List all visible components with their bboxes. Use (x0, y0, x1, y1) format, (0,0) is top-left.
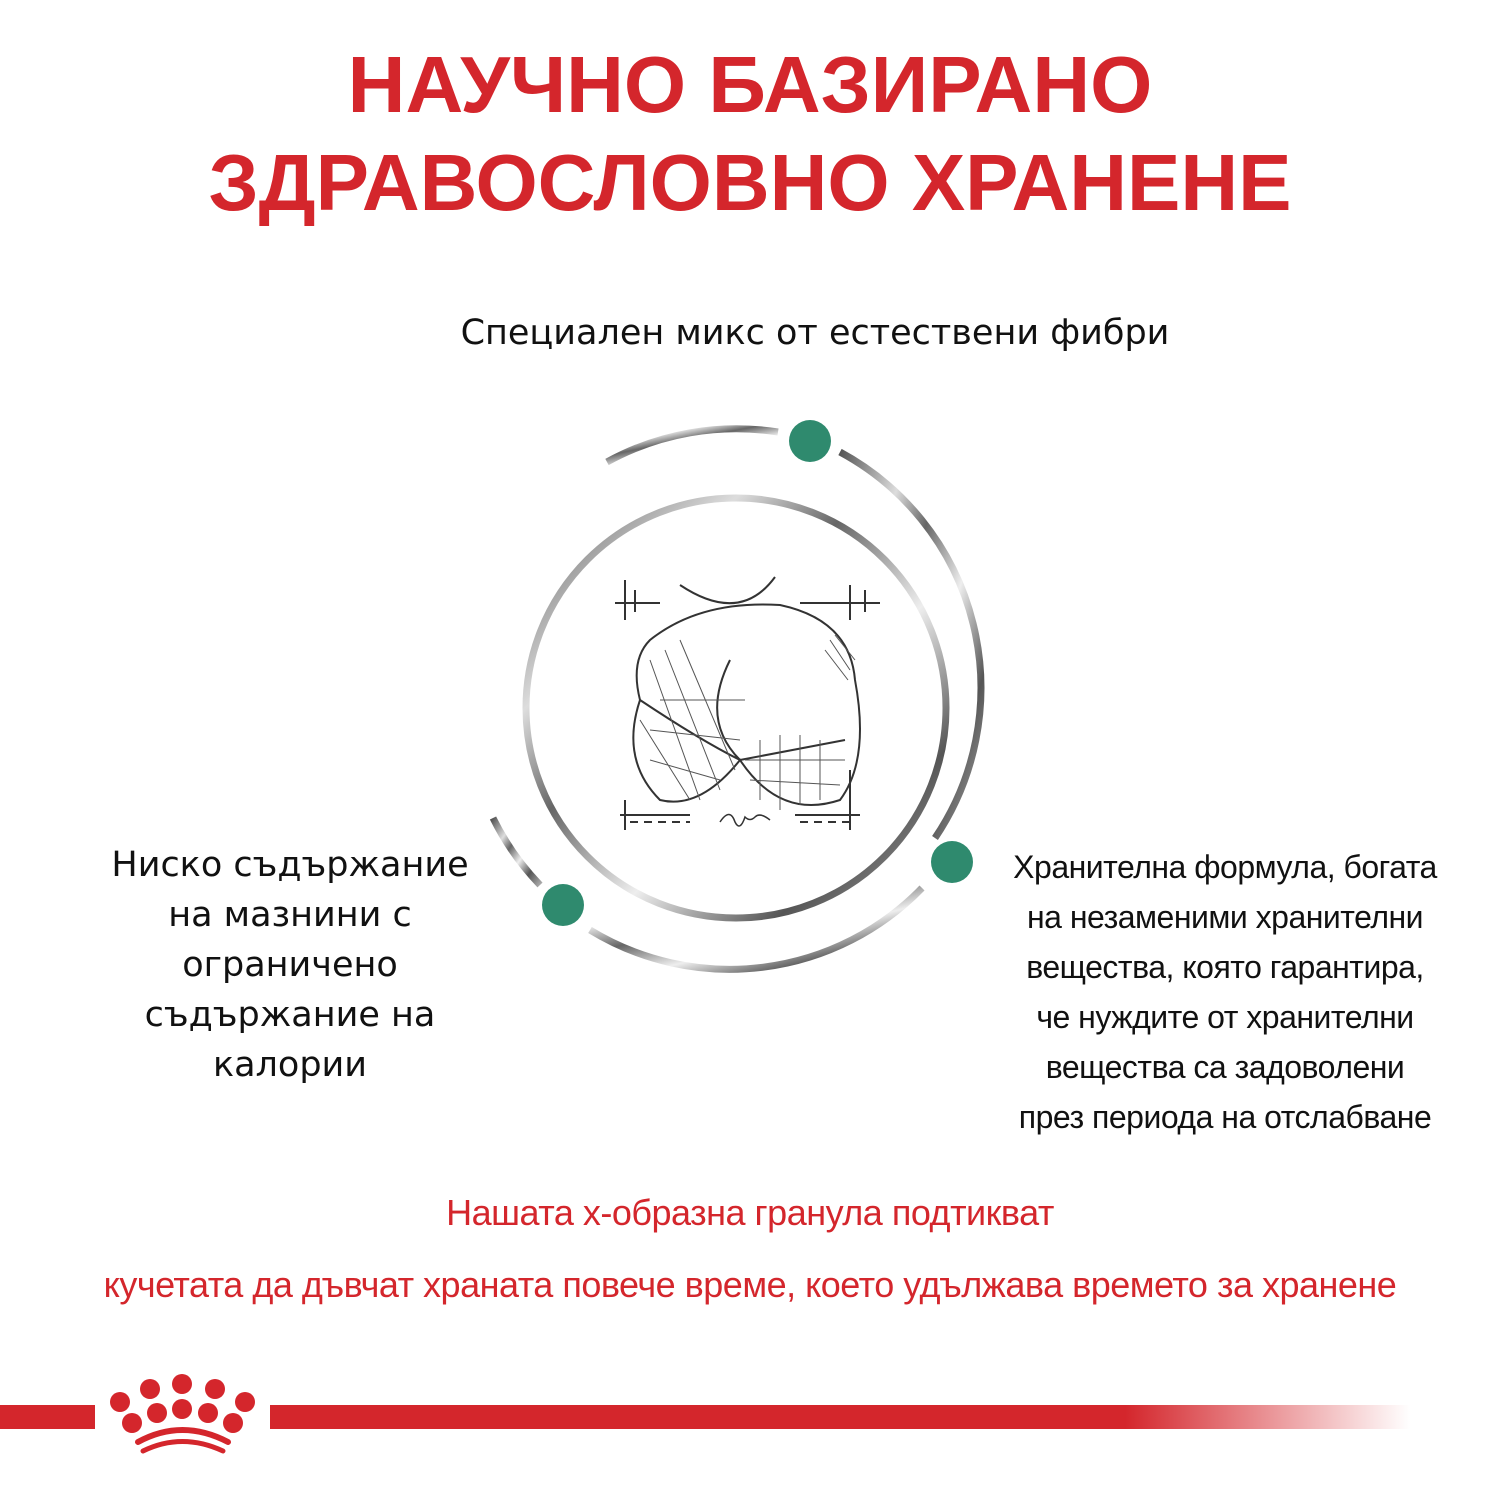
feature-nutrient-line: през периода на отслабване (1018, 1099, 1432, 1135)
headline-line-1-text: НАУЧНО БАЗИРАНО (347, 40, 1153, 129)
feature-nutrient-line: на незаменими хранителни (1026, 899, 1424, 935)
feature-low-fat-line: ограничено (182, 945, 398, 985)
outer-orbit-arc-bottom (590, 888, 922, 969)
feature-nutrient-line: Хранителна формула, богата (1013, 849, 1437, 885)
feature-dot-right (931, 841, 973, 883)
feature-low-fat-line: калории (212, 1045, 368, 1085)
inner-orbit-circle (526, 498, 946, 918)
feature-nutrient-line: вещества са задоволени (1045, 1049, 1405, 1085)
brand-bar-right (270, 1405, 1410, 1429)
kibble-claim-line-1: Нашата х-образна гранула подтикват (446, 1192, 1054, 1233)
feature-dot-top (789, 420, 831, 462)
outer-orbit-arc-right (840, 452, 981, 838)
outer-orbit-arc-top (607, 429, 778, 462)
feature-low-fat (60, 840, 520, 1090)
kibble-claim-line-2: кучетата да дъвчат храната повече време, което удължава времето за хранене (103, 1264, 1397, 1305)
brand-bar-left (0, 1405, 95, 1429)
feature-low-fat-line: съдържание на (144, 995, 436, 1035)
feature-dot-left (542, 884, 584, 926)
feature-nutrient-line: че нуждите от хранителни (1036, 999, 1414, 1035)
kibble-sketch-illustration (615, 577, 880, 830)
feature-low-fat-line: на мазнини с (168, 895, 412, 935)
feature-nutrient-line: вещества, която гарантира, (1026, 949, 1424, 985)
feature-low-fat-line: Ниско съдържание (111, 845, 469, 885)
feature-nutrient-formula (975, 842, 1475, 1142)
headline-line-2-text: ЗДРАВОСЛОВНО ХРАНЕНЕ (208, 138, 1292, 227)
feature-fiber-mix: Специален микс от естествени фибри (460, 313, 1170, 353)
